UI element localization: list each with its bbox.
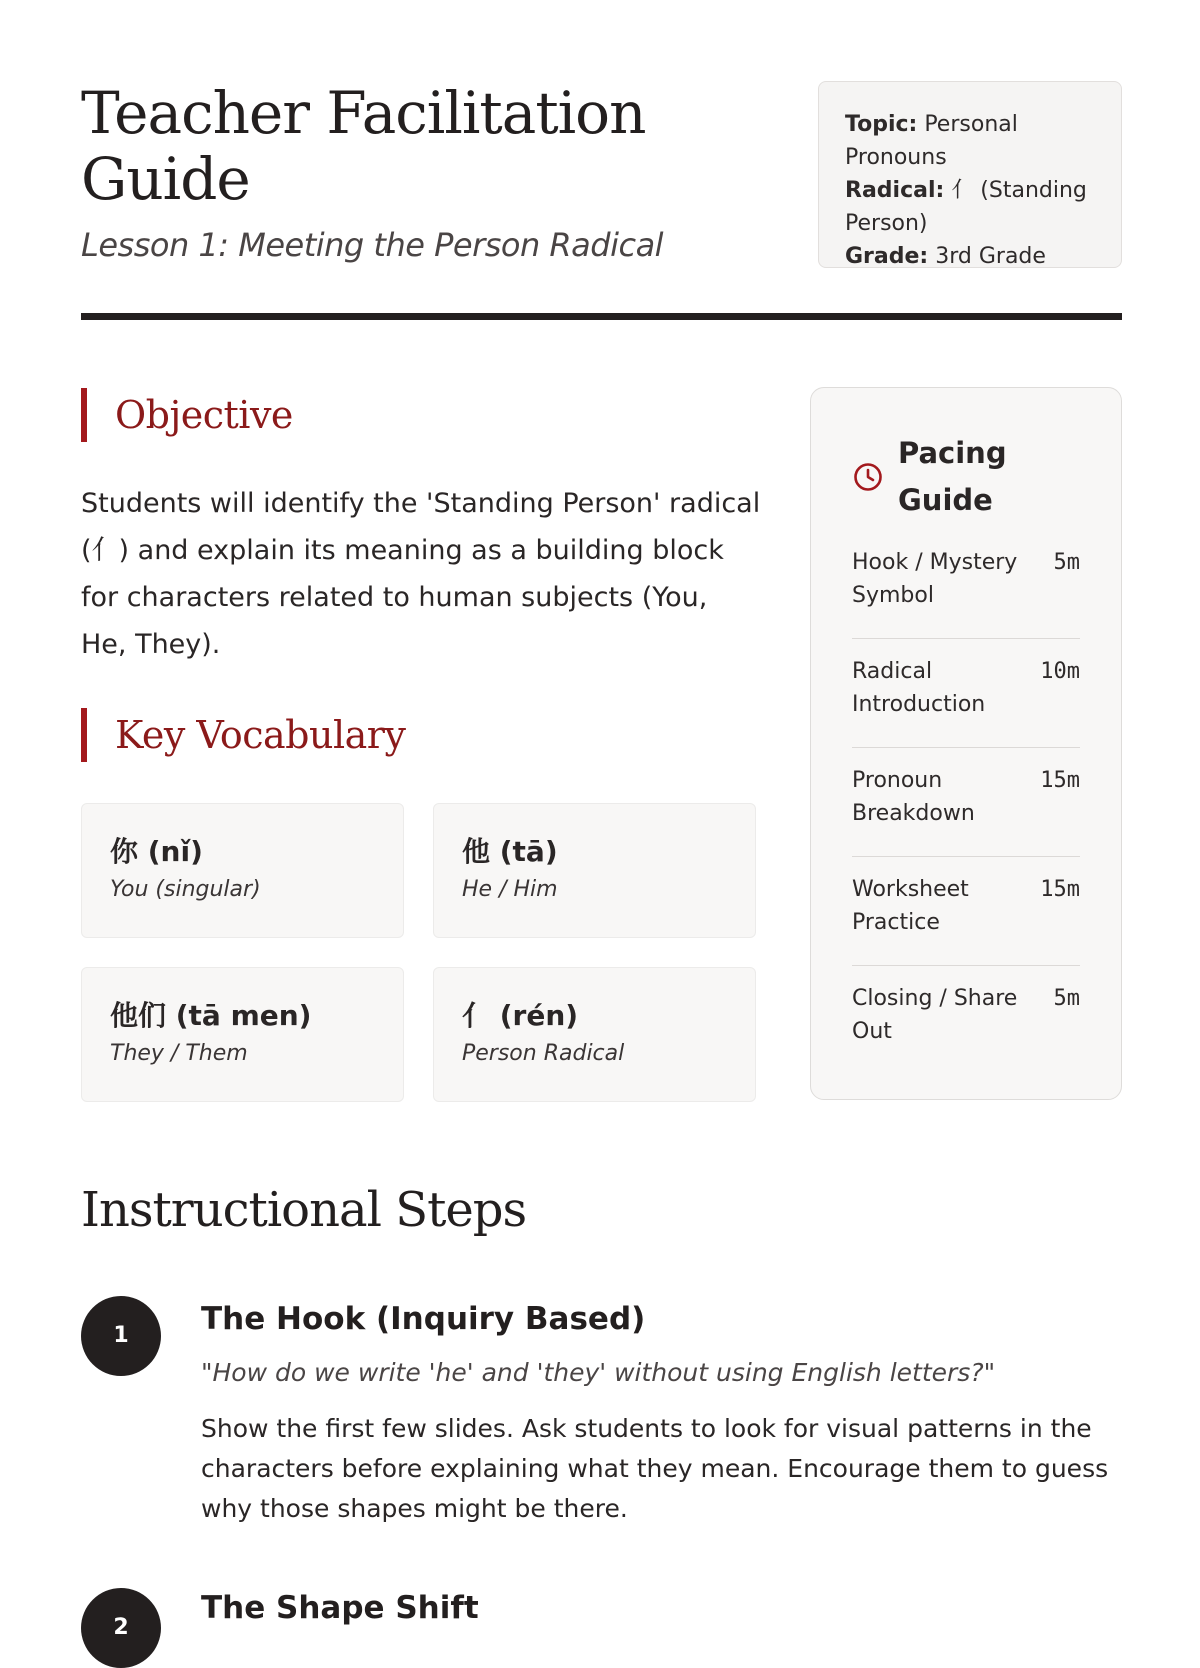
pacing-row [852,966,1080,1074]
step-quote: "How do we write 'he' and 'they' without using English letters?" [201,1358,996,1387]
page-header [81,80,1122,320]
clock-icon [852,461,884,493]
vocabulary-heading: Key Vocabulary [81,708,405,762]
objective-heading: Objective [81,388,293,442]
vocab-card [433,967,756,1102]
meta-topic: Topic: Personal Pronouns [845,112,1018,170]
step-number-badge: 1 [81,1296,161,1376]
pacing-row [852,530,1080,639]
step-item [201,1299,1121,1529]
step-title: The Hook (Inquiry Based) [201,1301,646,1337]
vocab-definition: He / Him [462,877,558,902]
pacing-duration: 15m [1040,877,1080,902]
vocab-term: 亻 (rén) [462,999,579,1032]
pacing-activity: Hook / Mystery Symbol [852,550,1018,608]
pacing-row [852,857,1080,966]
meta-radical: Radical: 亻 (Standing Person) [845,178,1087,236]
step-number-badge: 2 [81,1588,161,1668]
pacing-header [852,430,1080,524]
pacing-title: Pacing Guide [898,436,1007,517]
steps-heading: Instructional Steps [81,1182,527,1238]
meta-grade: Grade: 3rd Grade [845,244,1046,269]
pacing-row [852,748,1080,857]
page-title: Teacher Facilitation Guide [81,79,646,213]
pacing-list [852,530,1080,1074]
lesson-meta-box [818,81,1122,268]
objective-text: Students will identify the 'Standing Person' radical (亻) and explain its meaning as a building block for characters related to human subjects (You, He, They). [81,488,761,660]
vocab-term: 他 (tā) [462,835,558,868]
header-divider [81,313,1122,320]
vocab-card [433,803,756,938]
pacing-row [852,639,1080,748]
pacing-duration: 15m [1040,768,1080,793]
vocab-definition: Person Radical [462,1041,625,1066]
pacing-guide-panel [810,387,1122,1100]
lesson-subtitle: Lesson 1: Meeting the Person Radical [81,226,664,264]
vocab-term: 你 (nǐ) [110,835,203,868]
vocab-card [81,803,404,938]
pacing-activity: Worksheet Practice [852,877,969,935]
pacing-duration: 5m [1053,986,1080,1011]
step-item [201,1588,1121,1628]
pacing-activity: Radical Introduction [852,659,986,717]
vocab-definition: You (singular) [110,877,261,902]
pacing-activity: Pronoun Breakdown [852,768,975,826]
pacing-duration: 10m [1040,659,1080,684]
vocab-card [81,967,404,1102]
pacing-activity: Closing / Share Out [852,986,1018,1044]
step-description: Show the first few slides. Ask students to look for visual patterns in the characters before explaining what they mean. Encourage them to guess why those shapes might be there. [201,1414,1109,1523]
vocab-term: 他们 (tā men) [110,999,312,1032]
pacing-duration: 5m [1053,550,1080,575]
vocab-definition: They / Them [110,1041,248,1066]
step-title: The Shape Shift [201,1590,479,1626]
